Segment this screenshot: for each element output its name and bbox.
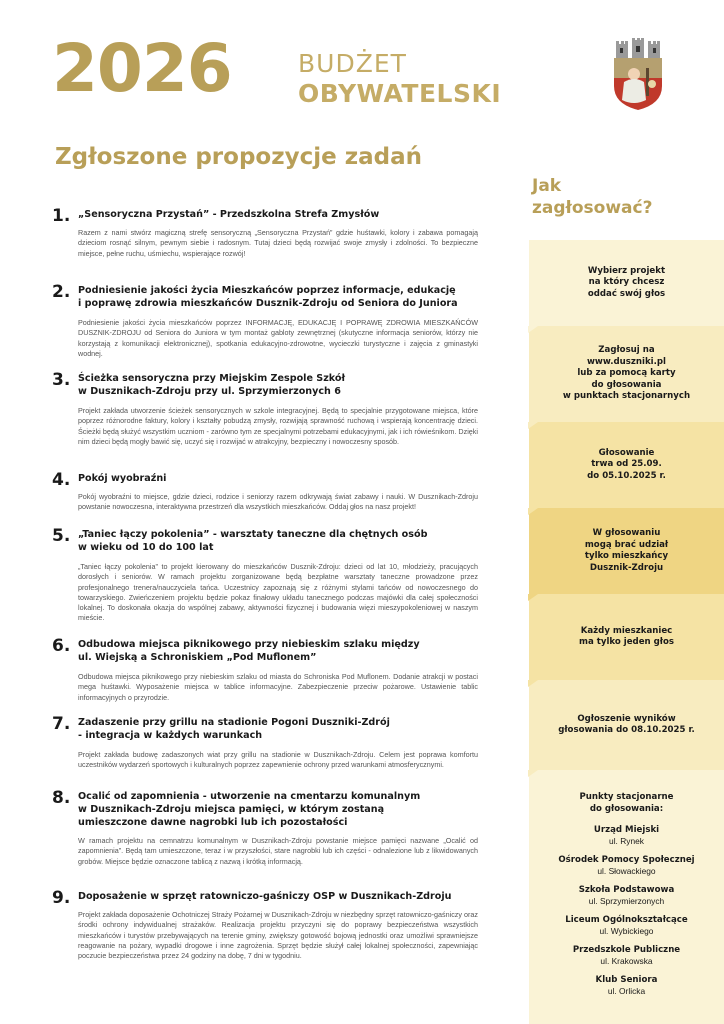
voting-point <box>529 975 724 997</box>
voting-step <box>529 326 724 422</box>
proposal-title: Ocalić od zapomnienia - utworzenie na cmentarzu komunalnym w Dusznikach-Zdroju miejsca pamięci, w którym zostaną umieszczone dawne nagrobki lub ich pozostałości <box>78 791 421 828</box>
proposal-description: Razem z nami stwórz magiczną strefę sensoryczną „Sensoryczna Przystań” gdzie huśtawki, kolory i zabawa pomagają dzieciom rosnąć silnym, pewnym siebie i radosnym. Tutaj dzieci będą rozwijać swoje zmysły i zdolności. To bezpieczne miejsce, pełne ruchu, uśmiechu, wspierające rozwój! <box>78 228 478 258</box>
voting-step <box>529 422 724 508</box>
proposal-title: Pokój wyobraźni <box>78 473 167 484</box>
voting-step-text: Każdy mieszkaniec ma tylko jeden głos <box>578 625 674 647</box>
voting-step-text: W głosowaniu mogą brać udział tylko mieszkańcy Dusznik-Zdroju <box>584 528 669 573</box>
proposal-number: 6. <box>52 636 71 656</box>
voting-points-title: Punkty stacjonarne do głosowania: <box>579 792 674 814</box>
proposal-number: 2. <box>52 282 71 302</box>
voting-point-name: Ośrodek Pomocy Społecznej <box>558 855 695 865</box>
voting-step-text: Zagłosuj na www.duszniki.pl lub za pomocą karty do głosowania w punktach stacjonarnych <box>562 345 691 402</box>
voting-step-text: Wybierz projekt na który chcesz oddać swój głos <box>587 265 666 299</box>
voting-step-text: Ogłoszenie wyników głosowania do 08.10.2025 r. <box>558 713 695 735</box>
voting-point-address: ul. Krakowska <box>600 956 653 966</box>
voting-point-name: Przedszkole Publiczne <box>572 945 681 955</box>
proposal-description: W ramach projektu na cemnatrzu komunalnym w Dusznikach-Zdroju powstanie miejsce pamięci nazwane „Ocalić od zapomnienia”. Będą tam umieszczone, teraz i w przyszłości, stare nagrobki lub ich części - odnalezione lub z likwidowanych grobów. Miejsce będzie oznaczone tablicą z nazwą i krótką informacją. <box>78 836 478 866</box>
proposal-description: Podniesienie jakości życia mieszkańców poprzez INFORMACJĘ, EDUKACJĘ I POPRAWĘ ZDROWIA MIESZKAŃCÓW DUSZNIK-ZDROJU od Seniora do Juniora w tym montaż gabloty zewnętrznej (skutyczne informacja seniorów, którzy nie korzystają z komunikacji elektronicznej), spotkania edukacyjno-zdrowotne, wycieczki turystyczne i zajęcia z gminastyki wodnej. <box>78 318 478 358</box>
voting-point-address: ul. Wybickiego <box>599 926 654 936</box>
voting-point-address: ul. Słowackiego <box>597 866 656 876</box>
section-title: Zgłoszone propozycje zadań <box>55 144 422 170</box>
proposal-number: 7. <box>52 714 71 734</box>
voting-point-name: Klub Seniora <box>595 975 658 985</box>
budget-title-line2: OBYWATELSKI <box>298 79 502 108</box>
proposal-title: „Sensoryczna Przystań” - Przedszkolna Strefa Zmysłów <box>78 209 380 220</box>
proposal-number: 9. <box>52 888 71 908</box>
proposal-title: Zadaszenie przy grillu na stadionie Pogoni Duszniki-Zdrój - integracja w każdych warunkach <box>78 717 390 741</box>
voting-points <box>529 792 724 997</box>
step-arrow-icon <box>528 508 538 515</box>
voting-point-address: ul. Rynek <box>609 836 644 846</box>
voting-step-text: Głosowanie trwa od 25.09. do 05.10.2025 r. <box>587 447 666 481</box>
proposal-title: Podniesienie jakości życia Mieszkańców poprzez informacje, edukację i poprawę zdrowia mieszkańców Dusznik-Zdroju od Seniora do Juniora <box>78 285 458 309</box>
proposal-description: Odbudowa miejsca piknikowego przy niebieskim szlaku od miasta do Schroniska Pod Muflonem. Dodanie atrakcji w postaci mega huśtawki. Wyposażenie miejsca w tablice informacyjne. Zabezpieczenie przeciw pożarowe. Ustawienie tablic informacyjnych o przyrodzie. <box>78 672 478 702</box>
voting-point <box>529 915 724 937</box>
proposal-title: Ścieżka sensoryczna przy Miejskim Zespole Szkół w Dusznikach-Zdroju przy ul. Sprzymierzonych 6 <box>78 373 346 397</box>
voting-point-name: Szkoła Podstawowa <box>578 885 675 895</box>
proposal-title: Odbudowa miejsca piknikowego przy niebieskim szlaku między ul. Wiejską a Schroniskiem „Pod Muflonem” <box>78 639 420 663</box>
voting-point <box>529 855 724 877</box>
how-to-vote-title: Jak zagłosować? <box>532 176 653 218</box>
voting-step <box>529 594 724 680</box>
proposal-number: 1. <box>52 206 71 226</box>
proposal-description: Projekt zakłada doposażenie Ochotniczej Straży Pożarnej w Dusznikach-Zdroju w niezbędny sprzęt ratowniczo-gaśniczy oraz środki ochrony indywidualnej strażaków. Realizacja projektu przyczyni się do poprawy bezpieczeństwa wszystkich mieszkańców i turystów przebywających na terenie gminy, zwiększy gotowość bojową jednostki oraz umożliwi sprawniejsze reagowanie na pożary, wypadki drogowe i inne zagrożenia. Sprzęt będzie służył całej lokalnej społeczności, zapewniając poczucie bezpieczeństwa przez 24 godziny na dobę, 7 dni w tygodniu. <box>78 910 478 961</box>
voting-step <box>529 680 724 770</box>
proposal-number: 3. <box>52 370 71 390</box>
step-arrow-icon <box>528 422 538 429</box>
proposal-description: Projekt zakłada utworzenie ścieżek sensorycznych w szkole integracyjnej. Będą to specjalnie przygotowane miejsca, które poprzez różnorodne faktury, kolory i kształty pobudzą zmysły, rozwijają sprawność ruchową i wspierają koncentrację dzieci. Ścieżki będą służyć wszystkim uczniom - zarówno tym ze specjalnymi potrzebami edukacyjnymi, jak i ich rówieśnikom. Dzięki nim dzieci będą mogły bawić się, uczyć się i rozwijać w atrakcyjny, bezpieczny i nowoczesny sposób. <box>78 406 478 446</box>
voting-point <box>529 945 724 967</box>
proposal-number: 8. <box>52 788 71 808</box>
proposal-title: Doposażenie w sprzęt ratowniczo-gaśniczy OSP w Dusznikach-Zdroju <box>78 891 452 902</box>
step-arrow-icon <box>528 680 538 687</box>
budget-title-line1: BUDŻET <box>298 49 407 78</box>
step-arrow-icon <box>528 594 538 601</box>
proposal-number: 5. <box>52 526 71 546</box>
voting-step <box>529 508 724 594</box>
voting-point <box>529 885 724 907</box>
voting-point-name: Liceum Ogólnokształcące <box>565 915 688 925</box>
voting-point-address: ul. Orlicka <box>607 986 646 996</box>
proposal-description: Pokój wyobraźni to miejsce, gdzie dzieci, rodzice i seniorzy razem odkrywają świat zabawy i nauki. W Dusznikach-Zdroju powstanie nowoczesna, interaktywna przestrzeń dla wszystkich mieszkańców. Oddaj głos na nasz projekt! <box>78 492 478 512</box>
header <box>0 0 724 130</box>
voting-point-name: Urząd Miejski <box>593 825 660 835</box>
step-arrow-icon <box>528 770 538 777</box>
proposal-title: „Taniec łączy pokolenia” - warsztaty taneczne dla chętnych osób w wieku od 10 do 100 lat <box>78 529 428 553</box>
proposal-description: Projekt zakłada budowę zadaszonych wiat przy grillu na stadionie w Dusznikach-Zdroju. Celem jest poprawa komfortu uczestników wydarzeń sportowych i kulturalnych poprzez zapewnienie ochrony przed warunkami atmosferycznymi. <box>78 750 478 770</box>
proposal-description: „Taniec łączy pokolenia” to projekt kierowany do mieszkańców Dusznik-Zdroju: dzieci od lat 10, młodzieży, pracujących dorosłych i seniorów. W ramach projektu zorganizowane będą bezpłatne warsztaty taneczne prowadzone przez profesjonalnego trenera/nauczyciela tańca. Uczestnicy zapoznają się z różnymi stylami tańców od nowoczesnego do towarzyskiego. Zwieńczeniem projektu będzie pokaz finałowy układu tanecznego podczas majówki dla całej społeczności lokalnej. To doskonała okazja do wspólnej zabawy, aktywności fizycznej i budowania więzi mieszypokoleniowej w naszym mieście. <box>78 562 478 623</box>
city-coat-of-arms-icon <box>612 38 664 110</box>
voting-point <box>529 825 724 847</box>
voting-point-address: ul. Sprzymierzonych <box>588 896 665 906</box>
voting-step <box>529 240 724 326</box>
step-arrow-icon <box>528 326 538 333</box>
budget-year: 2026 <box>52 30 232 107</box>
proposal-number: 4. <box>52 470 71 490</box>
